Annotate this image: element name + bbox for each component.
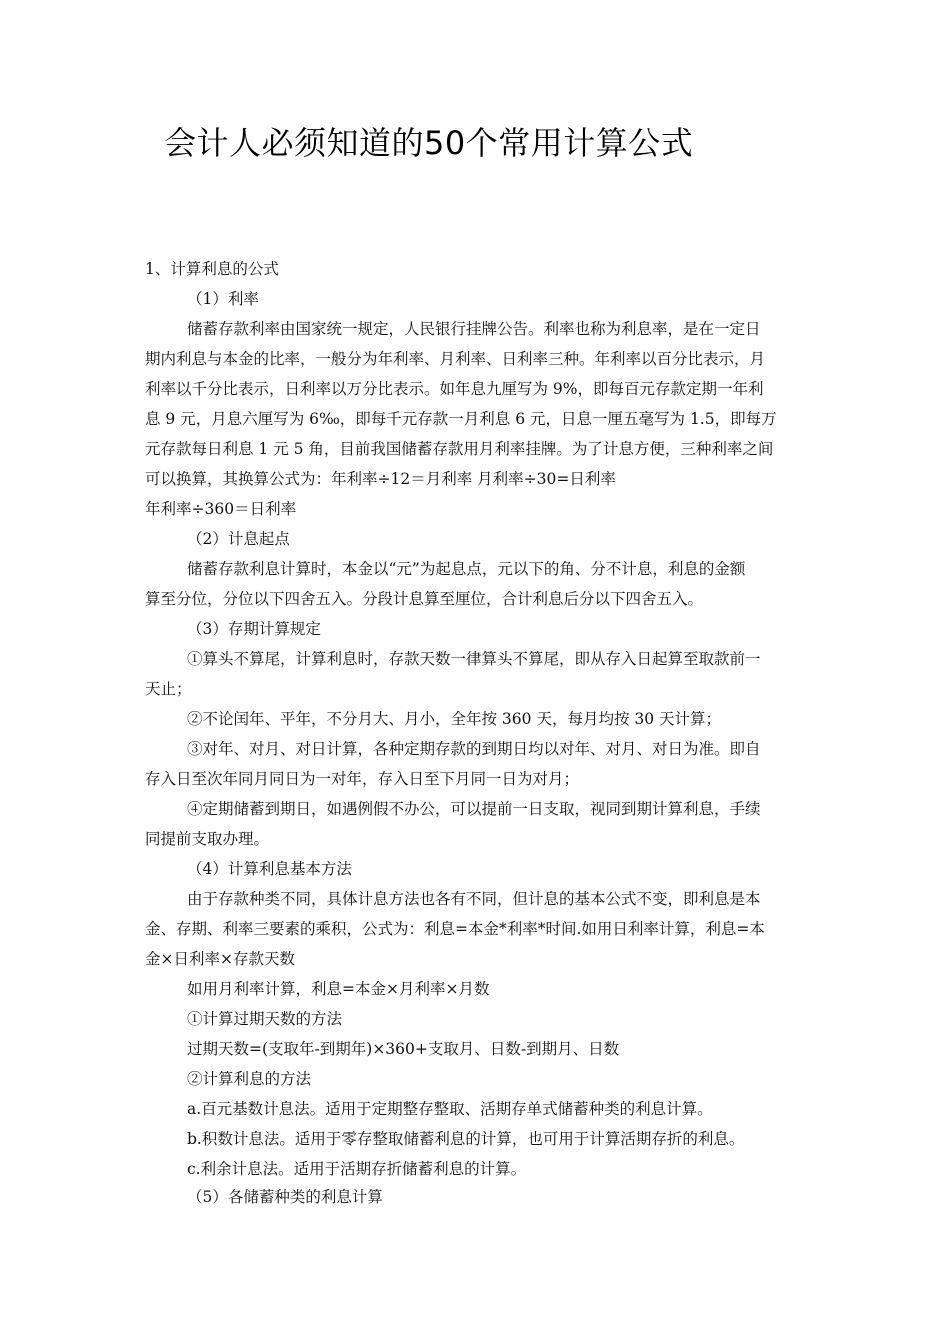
paragraph-line: 储蓄存款利率由国家统一规定，人民银行挂牌公告。利率也称为利息率，是在一定日 xyxy=(187,320,761,338)
paragraph-line: 息 9 元，月息六厘写为 6‰，即每千元存款一月利息 6 元，日息一厘五毫写为 1.5，即每万 xyxy=(145,410,777,428)
subsection-heading: （1）利率 xyxy=(187,290,259,308)
paragraph-line: 期内利息与本金的比率，一般分为年利率、月利率、日利率三种。年利率以百分比表示，月 xyxy=(145,350,766,368)
paragraph-line: 存入日至次年同月同日为一对年，存入日至下月同一日为对月； xyxy=(145,770,580,788)
paragraph-line: 金×日利率×存款天数 xyxy=(145,950,295,968)
paragraph-line: a.百元基数计息法。适用于定期整存整取、活期存单式储蓄种类的利息计算。 xyxy=(187,1100,713,1118)
paragraph-line: 同提前支取办理。 xyxy=(145,830,270,848)
paragraph-line: 过期天数=(支取年-到期年)×360+支取月、日数-到期月、日数 xyxy=(187,1040,620,1058)
paragraph-line: ③对年、对月、对日计算，各种定期存款的到期日均以对年、对月、对日为准。即自 xyxy=(187,740,761,758)
section-heading: 1、计算利息的公式 xyxy=(145,260,279,278)
subsection-heading: （5）各储蓄种类的利息计算 xyxy=(187,1188,383,1206)
subsection-heading: （4）计算利息基本方法 xyxy=(187,860,352,878)
paragraph-line: c.利余计息法。适用于活期存折储蓄利息的计算。 xyxy=(187,1160,527,1178)
subsection-heading: （2）计息起点 xyxy=(187,530,290,548)
paragraph-line: 年利率÷360＝日利率 xyxy=(145,500,297,518)
paragraph-line: 由于存款种类不同，具体计息方法也各有不同，但计息的基本公式不变，即利息是本 xyxy=(187,890,761,908)
paragraph-line: 金、存期、利率三要素的乘积，公式为：利息=本金*利率*时间.如用日利率计算，利息=本 xyxy=(145,920,765,938)
paragraph-line: 天止； xyxy=(145,680,192,698)
paragraph-line: ②不论闰年、平年，不分月大、月小，全年按 360 天，每月均按 30 天计算； xyxy=(187,710,722,728)
document-title: 会计人必须知道的50个常用计算公式 xyxy=(164,124,694,162)
paragraph-line: b.积数计息法。适用于零存整取储蓄利息的计算，也可用于计算活期存折的利息。 xyxy=(187,1130,745,1148)
paragraph-line: ②计算利息的方法 xyxy=(187,1070,312,1088)
paragraph-line: ④定期储蓄到期日，如遇例假不办公，可以提前一日支取，视同到期计算利息，手续 xyxy=(187,800,761,818)
paragraph-line: ①算头不算尾，计算利息时，存款天数一律算头不算尾，即从存入日起算至取款前一 xyxy=(187,650,761,668)
paragraph-line: 可以换算，其换算公式为：年利率÷12＝月利率 月利率÷30=日利率 xyxy=(145,470,616,488)
paragraph-line: 算至分位，分位以下四舍五入。分段计息算至厘位，合计利息后分以下四舍五入。 xyxy=(145,590,704,608)
paragraph-line: 元存款每日利息 1 元 5 角，目前我国储蓄存款用月利率挂牌。为了计息方便，三种利率之间 xyxy=(145,440,774,458)
paragraph-line: 储蓄存款利息计算时，本金以“元”为起息点，元以下的角、分不计息，利息的金额 xyxy=(187,560,746,578)
subsection-heading: （3）存期计算规定 xyxy=(187,620,321,638)
paragraph-line: 利率以千分比表示，日利率以万分比表示。如年息九厘写为 9%，即每百元存款定期一年利 xyxy=(145,380,764,398)
paragraph-line: 如用月利率计算，利息=本金×月利率×月数 xyxy=(187,980,490,998)
paragraph-line: ①计算过期天数的方法 xyxy=(187,1010,343,1028)
